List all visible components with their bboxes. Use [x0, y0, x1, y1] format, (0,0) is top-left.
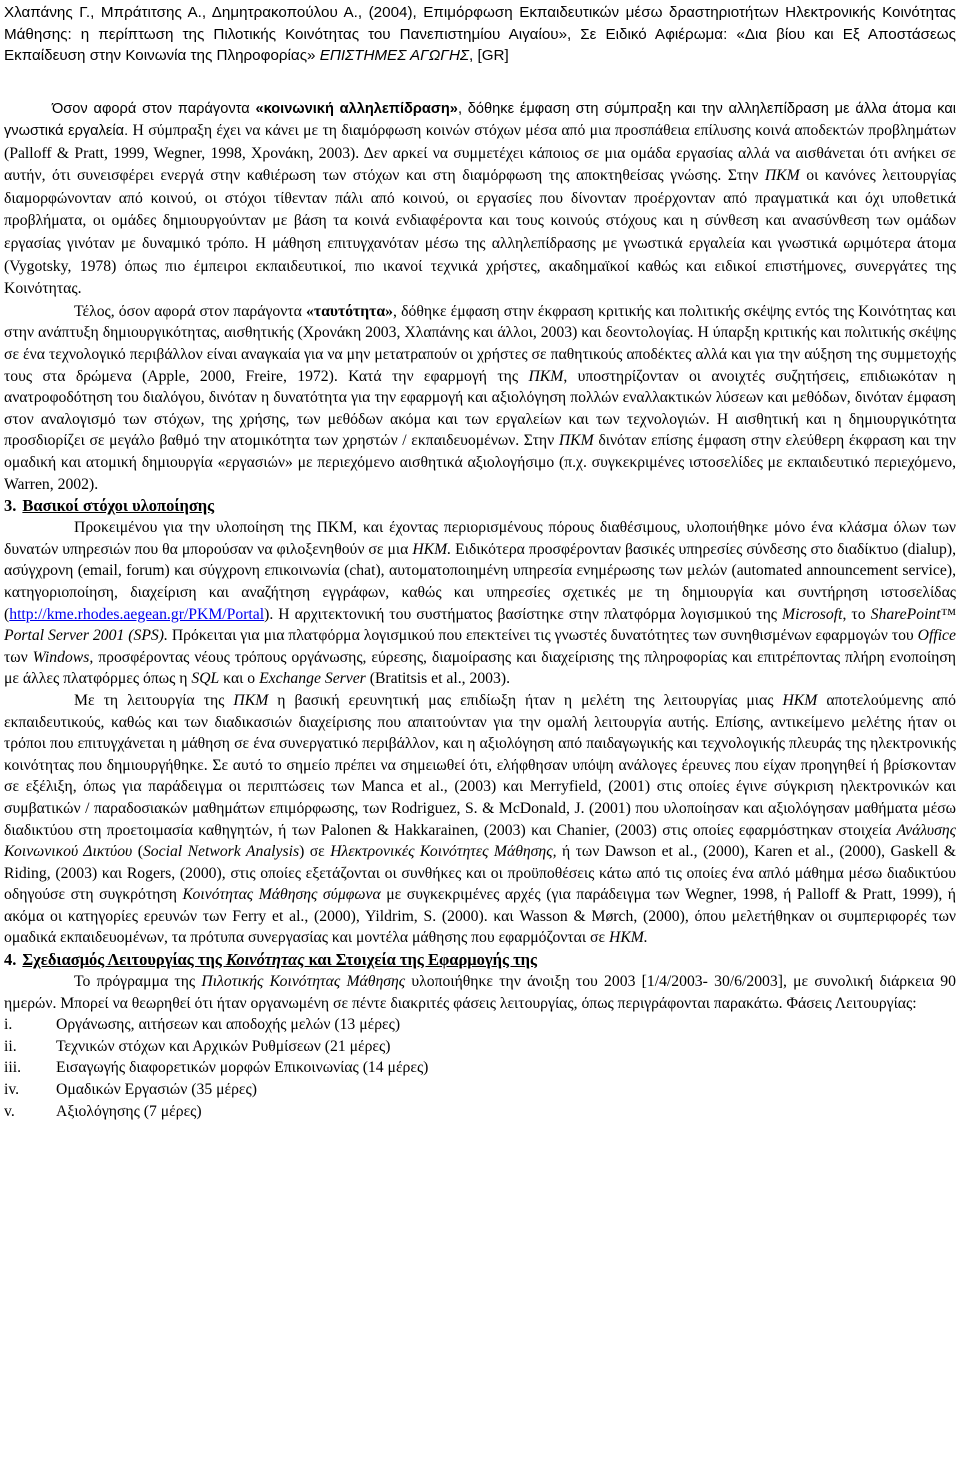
social-interaction-paragraph: Όσον αφορά στον παράγοντα «κοινωνική αλληλεπίδραση», δόθηκε έμφαση στη σύμπραξη και την αλληλεπίδραση με άλλα άτομα και γνωστικά εργαλεία. Η σύμπραξη έχει να κάνει με τη διαμόρφωση κοινών στόχων μέσα από μια προσπάθεια επίλυσης κοινά αποδεκτών προβλημάτων (Palloff & Pratt, 1999, Wegner, 1998, Χρονάκη, 2003). Δεν αρκεί να συμμετέχει κάποιος σε μια ομάδα εργασίας αλλά να αισθάνεται ότι ανήκει σε αυτήν, ότι συνεισφέρει ενεργά στην καθιέρωση των στόχων και στη διαμόρφωση της αποκτηθείσας γνώσης. Στην ΠΚΜ οι κανόνες λειτουργίας διαμορφώνονταν από κοινού, οι στόχοι τίθενταν πάλι από κοινού, οι εργασίες που δίνονταν προέρχονταν από πραγματικά και όχι υποθετικά προβλήματα, οι ομάδες δημιουργούνταν με βάση τα κοινά ενδιαφέροντα και τους κοινούς στόχους και η σύνθεση και ανασύνθεση των ομάδων εργασίας γινόταν με δυναμικό τρόπο. Η μάθηση επιτυγχανόταν μέσω της αλληλεπίδρασης με γνωστικά εργαλεία και γνωστικά ωριμότερα άτομα (Vygotsky, 1978) όπως πιο έμπειροι εκπαιδευτικοί, πιο ικανοί τεχνικά χρήστες, ακαδημαϊκοί καθώς και ειδικοί επιστήμονες, συνεργάτες της Κοινότητας.	[4, 100, 957, 298]
portal-link[interactable]: http://kme.rhodes.aegean.gr/PKM/Portal	[9, 605, 265, 623]
identity-paragraph: Τέλος, όσον αφορά στον παράγοντα «ταυτότητα», δόθηκε έμφαση στην έκφραση κριτικής και πολιτικής σκέψης εντός της Κοινότητας και στην ανάπτυξη δημιουργικότητας, αισθητικής (Χρονάκη 2003, Χλαπάνης και άλλοι, 2003) και δεοντολογίας. Η ύπαρξη κριτικής και πολιτικής σκέψης σε ένα τεχνολογικό περιβάλλον είναι αναγκαία για να μην μετατραπούν οι χρήστες σε παθητικούς αποδέκτες αλλά και για την αύξηση της συμμετοχής τους στα δρώμενα (Apple, 2000, Freire, 1972). Κατά την εφαρμογή της ΠΚΜ, υποστηρίζονταν οι ανοιχτές συζητήσεις, επιδιωκόταν η ανατροφοδότηση του διαλόγου, δινόταν η δυνατότητα για την εφαρμογή και αξιολόγηση πολλών εναλλακτικών λύσεων και μεθόδων, δινόταν έμφαση στον αναλογισμό των στόχων, της χρήσης, των μεθόδων ακόμα και των εργαλείων και των τεχνολογιών. Η αισθητική και η δημιουργικότητα προσδιορίζει σε μεγάλο βαθμό την ατομικότητα των χρηστών / εκπαιδευομένων. Στην ΠΚΜ δινόταν επίσης έμφαση στην ελεύθερη έκφραση και την ομαδική και ατομική δημιουργία «εργασιών» με περιεχόμενο αισθητικά αξιολογήσιμο (π.χ. συγκεκριμένες ιστοσελίδες με εκπαιδευτικό περιεχόμενο, Warren, 2002).	[4, 302, 957, 493]
journal-name: ΕΠΙΣΤΗΜΕΣ ΑΓΩΓΗΣ	[319, 47, 470, 64]
list-item: iii. Εισαγωγής διαφορετικών μορφών Επικοινωνίας (14 μέρες)	[4, 1059, 429, 1077]
phases-list	[4, 1014, 956, 1122]
list-item: i. Οργάνωσης, αιτήσεων και αποδοχής μελών (13 μέρες)	[4, 1016, 401, 1034]
list-item: iv. Ομαδικών Εργασιών (35 μέρες)	[4, 1081, 257, 1099]
list-item: v. Αξιολόγησης (7 μέρες)	[4, 1102, 202, 1120]
services-paragraph: Προκειμένου για την υλοποίηση της ΠΚΜ, και έχοντας περιορισμένους πόρους διαθέσιμους, υλοποιήθηκε μόνο ένα κλάσμα όλων των δυνατών υπηρεσιών που θα μπορούσαν να φιλοξενηθούν σε μια ΗΚΜ. Ειδικότερα προσφέρονταν βασικές υπηρεσίες σύνδεσης στο διαδίκτυο (dialup), ασύγχρονη (email, forum) και σύγχρονη επικοινωνία (chat), αυτοματοποιημένη υπηρεσία ενημέρωσης των μελών (automated announcement service), κατηγοριοποίηση, διαχείριση και αναζήτηση εγγράφων, καθώς και υπηρεσίες σχετικές με τη δημιουργία και συντήρηση ιστοσελίδας (http://kme.rhodes.aegean.gr/PKM/Portal). Η αρχιτεκτονική του συστήματος βασίστηκε στην πλατφόρμα λογισμικού της Microsoft, το SharePoint™ Portal Server 2001 (SPS). Πρόκειται για μια πλατφόρμα λογισμικού που επεκτείνει τις γνωστές δυνατότητες των συνηθισμένων εφαρμογών του Office των Windows, προσφέροντας νέους τρόπους οργάνωσης, εύρεσης, διαμοίρασης και διαχείρισης της πληροφορίας και επιτρέποντας πλήρη ενοποίηση με άλλες πλατφόρμες όπως η SQL και ο Exchange Server (Bratitsis et al., 2003).	[4, 519, 957, 688]
list-item: ii. Τεχνικών στόχων και Αρχικών Ρυθμίσεων (21 μέρες)	[4, 1037, 391, 1055]
program-paragraph: Το πρόγραμμα της Πιλοτικής Κοινότητας Μάθησης υλοποιήθηκε την άνοιξη του 2003 [1/4/2003- 30/6/2003], με συνολική διάρκεια 90 ημερών. Μπορεί να θεωρηθεί ότι ήταν οργανωμένη σε πέντε διακριτές φάσεις λειτουργίας, όπως περιγράφονται παρακάτω. Φάσεις Λειτουργίας:	[4, 973, 956, 1012]
document-page	[4, 0, 956, 1122]
research-goals-paragraph: Με τη λειτουργία της ΠΚΜ η βασική ερευνητική μας επιδίωξη ήταν η μελέτη της λειτουργίας μιας ΗΚΜ αποτελούμενης από εκπαιδευτικούς, καθώς και των διαδικασιών διαχείρισης που απαιτούνταν για την ομαλή λειτουργία αυτής. Επίσης, αντικείμενο μελέτης ήταν οι τρόποι που επιτυγχάνεται η μάθηση σε ένα συνεργατικό περιβάλλον, και η αξιολόγηση από παιδαγωγικής και τεχνολογικής πλευράς της ηλεκτρονικής κοινότητας που δημιουργήθηκε. Σε αυτό το σημείο πρέπει να σημειωθεί ότι, ελήφθησαν υπόψη ανάλογες έρευνες που είχαν προηγηθεί ή βρίσκονταν σε εξέλιξη, όπως για παράδειγμα οι περιπτώσεις των Manca et al., (2003) και Merryfield, (2001) στις οποίες έγινε σύγκριση ηλεκτρονικών και συμβατικών / παραδοσιακών μαθημάτων επιμόρφωσης, των Rodriguez, S. & McDonald, J. (2001) που υλοποίησαν και αξιολόγησαν μαθήματα μέσω διαδικτύου στη προετοιμασία καθηγητών, ή των Palonen & Hakkarainen, (2003) και Chanier, (2003) στις οποίες εφαρμόστηκαν στοιχεία Ανάλυσης Κοινωνικού Δικτύου (Social Network Analysis) σε Ηλεκτρονικές Κοινότητες Μάθησης, ή των Dawson et al., (2000), Karen et al., (2000), Gaskell & Riding, (2003) και Rogers, (2000), στις οποίες εξετάζονται οι συνθήκες και οι προϋποθέσεις κάτω από τις οποίες ένα απλό μάθημα μέσω διαδικτύου οδηγούσε στη συγκρότηση Κοινότητας Μάθησης σύμφωνα με συγκεκριμένες αρχές (για παράδειγμα των Wegner, 1998, ή Palloff & Pratt, 1999), ή ακόμα οι κατηγορίες ερευνών των Ferry et al., (2000), Yildrim, S. (2000). και Wasson & Mørch, (2000), όπου μελετήθηκαν οι συμπεριφορές των ομαδικά εκπαιδευομένων, τα πρότυπα συνεργασίας και μοντέλα μάθησης που εφαρμόζονται σε ΗΚΜ.	[4, 691, 956, 947]
running-citation-header: Χλαπάνης Γ., Μπράτιτσης Α., Δημητρακοπούλου Α., (2004), Επιμόρφωση Εκπαιδευτικών μέσω δραστηριοτήτων Ηλεκτρονικής Κοινότητας Μάθησης: η περίπτωση της Πιλοτικής Κοινότητας του Πανεπιστημίου Αιγαίου», Σε Ειδικό Αφιέρωμα: «Δια βίου και Εξ Αποστάσεως Εκπαίδευση στην Κοινωνία της Πληροφορίας» ΕΠΙΣΤΗΜΕΣ ΑΓΩΓΗΣ, [GR]	[4, 4, 956, 64]
section-4-heading: 4. Σχεδιασμός Λειτουργίας της Κοινότητας και Στοιχεία της Εφαρμογής της	[4, 950, 538, 970]
section-3-heading: 3. Βασικοί στόχοι υλοποίησης	[4, 496, 215, 516]
